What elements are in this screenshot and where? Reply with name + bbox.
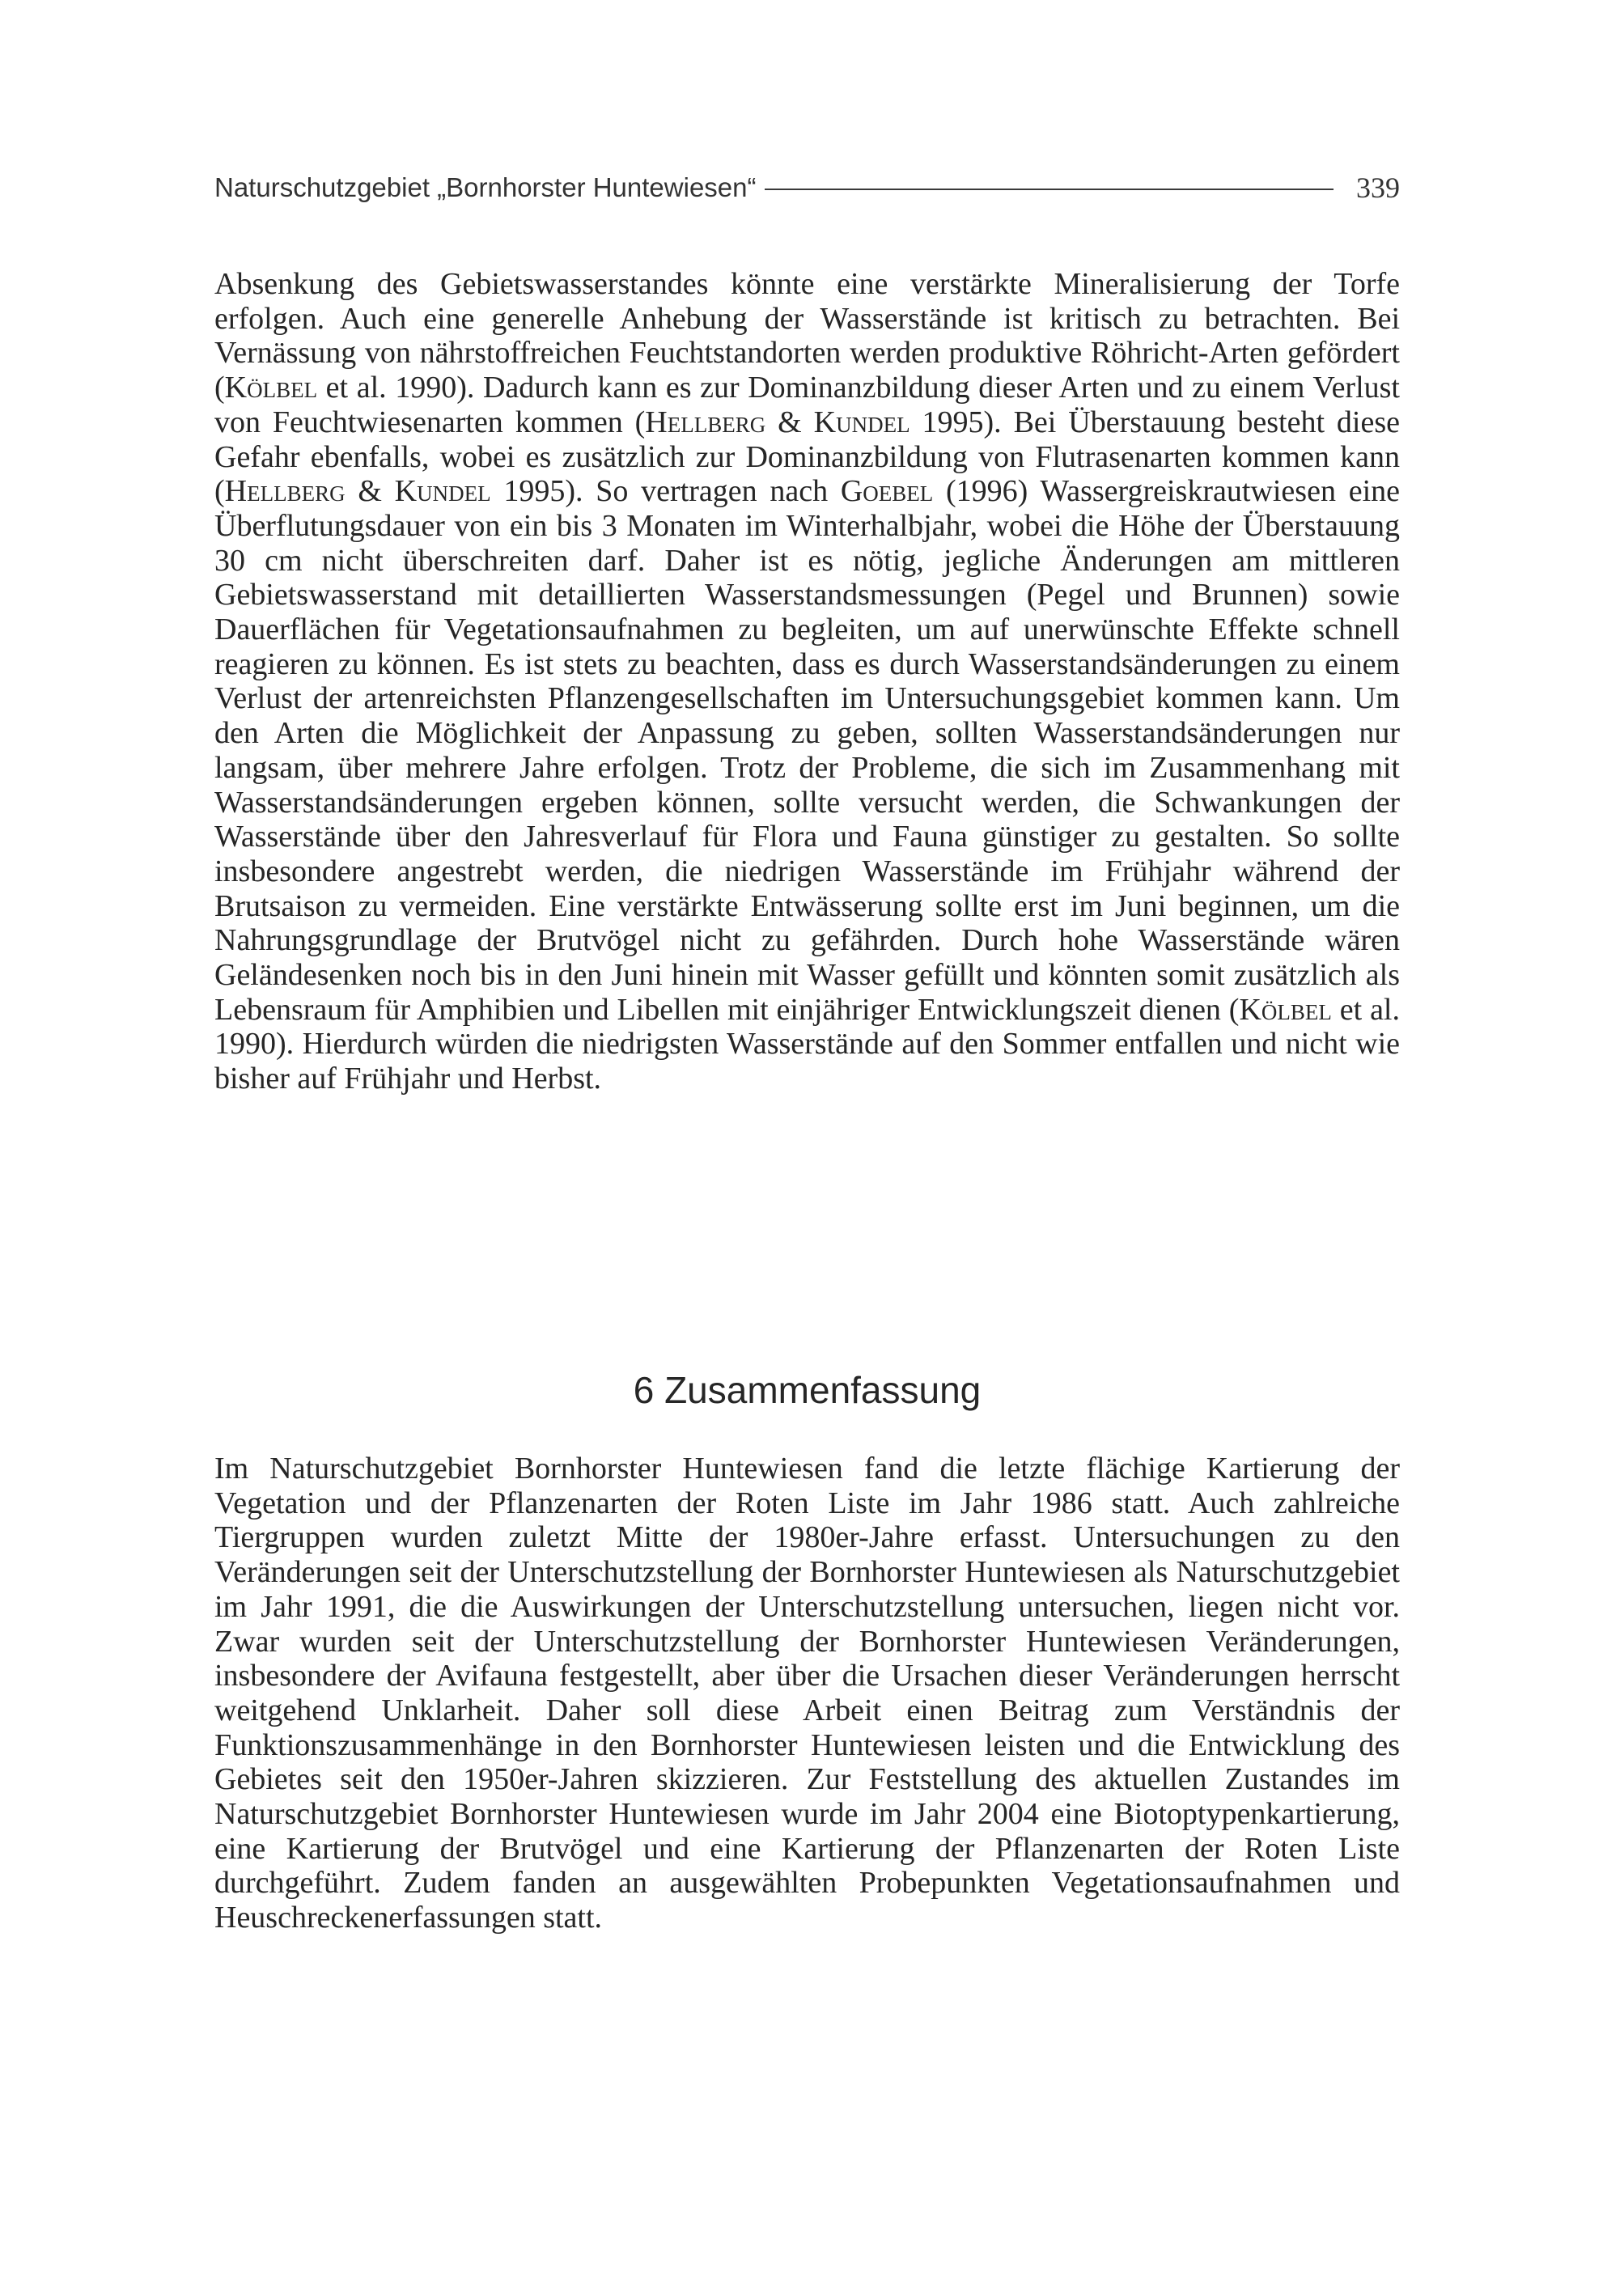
paragraph-summary <box>214 1452 1400 1935</box>
text-run: (1996) Wassergreiskrautwiesen eine Überflutungsdauer von ein bis 3 Monaten im Winterhalbjahr, wobei die Höhe der Überstauung 30 cm nicht überschreiten darf. Daher ist es nötig, jegliche Änderungen am mittleren Gebietswasserstand mit detaillierten Wasserstandsmessungen (Pegel und Brunnen) sowie Dauerflächen für Vegetationsaufnahmen zu begleiten, um auf unerwünschte Effekte schnell reagieren zu können. Es ist stets zu beachten, dass es durch Wasserstandsänderungen zu einem Verlust der artenreichsten Pflanzengesellschaften im Untersuchungsgebiet kommen kann. Um den Arten die Möglichkeit der Anpassung zu geben, sollten Wasserstandsänderungen nur langsam, über mehrere Jahre erfolgen. Trotz der Probleme, die sich im Zusammenhang mit Wasserstandsänderungen ergeben können, sollte versucht werden, die Schwankungen der Wasserstände über den Jahresverlauf für Flora und Fauna günstiger zu gestalten. So sollte insbesondere angestrebt werden, die niedrigen Wasserstände im Frühjahr während der Brutsaison zu vermeiden. Eine verstärkte Entwässerung sollte erst im Juni beginnen, um die Nahrungsgrundlage der Brutvögel nicht zu gefährden. Durch hohe Wasserstände wären Geländesenken noch bis in den Juni hinein mit Wasser gefüllt und könnten somit zusätzlich als Lebensraum für Amphibien und Libellen mit einjähriger Entwicklungszeit dienen ( <box>214 474 1400 1027</box>
paragraph-text <box>214 267 1400 1096</box>
author-name: Hellberg <box>224 474 346 509</box>
author-name: Kundel <box>813 405 910 439</box>
paragraph-text: Im Naturschutzgebiet Bornhorster Huntewiesen fand die letzte flächige Kartierung der Vegetation und der Pflanzenarten der Roten Liste im Jahr 1986 statt. Auch zahlreiche Tiergruppen wurden zuletzt Mitte der 1980er-Jahre erfasst. Untersuchungen zu den Veränderungen seit der Unterschutzstellung der Bornhorster Huntewiesen als Naturschutzgebiet im Jahr 1991, die die Auswirkungen der Unterschutzstellung untersuchen, liegen nicht vor. Zwar wurden seit der Unterschutzstellung der Bornhorster Huntewiesen Veränderungen, insbesondere der Avifauna festgestellt, aber über die Ursachen dieser Veränderungen herrscht weitgehend Unklarheit. Daher soll diese Arbeit einen Beitrag zum Verständnis der Funktionszusammenhänge in den Bornhorster Huntewiesen leisten und die Entwicklung des Gebietes seit den 1950er-Jahren skizzieren. Zur Feststellung des aktuellen Zustandes im Naturschutzgebiet Bornhorster Huntewiesen wurde im Jahr 2004 eine Biotoptypenkartierung, eine Kartierung der Brutvögel und eine Kartierung der Pflanzenarten der Roten Liste durchgeführt. Zudem fanden an ausgewählten Probepunkten Vegetationsaufnahmen und Heuschreckenerfassungen statt. <box>214 1452 1400 1935</box>
text-run: et al. 1990). Hierdurch würden die niedrigsten Wasserstände auf den Sommer entfallen und nicht wie bisher auf Frühjahr und Herbst. <box>214 992 1400 1096</box>
section-heading: 6 Zusammenfassung <box>633 1369 982 1411</box>
author-name: Kundel <box>394 474 491 509</box>
text-run: 1995). Bei Überstauung besteht diese Gefahr ebenfalls, wobei es zusätzlich zur Dominanzbildung von Flutrasenarten kommen kann ( <box>214 405 1400 509</box>
text-run: Absenkung des Gebietswasserstandes könnte eine verstärkte Mineralisierung der Torfe erfolgen. Auch eine generelle Anhebung der Wasserstände ist kritisch zu betrachten. Bei Vernässung von nährstoffreichen Feuchtstandorten werden produktive Röhricht-Arten gefördert ( <box>214 267 1400 405</box>
text-run: et al. 1990). Dadurch kann es zur Dominanzbildung dieser Arten und zu einem Verlust von Feuchtwiesenarten kommen ( <box>214 371 1400 439</box>
header-rule <box>765 189 1334 190</box>
author-name: Goebel <box>840 474 934 509</box>
text-run: 1995). So vertragen nach <box>490 474 841 509</box>
author-name: Kölbel <box>1239 992 1332 1027</box>
text-run: & <box>765 405 814 439</box>
author-name: Kölbel <box>224 371 318 405</box>
page-number: 339 <box>1356 172 1400 204</box>
text-run: & <box>345 474 395 509</box>
running-header <box>214 167 1400 209</box>
paragraph-water-levels <box>214 267 1400 1096</box>
author-name: Hellberg <box>645 405 766 439</box>
running-header-title: Naturschutzgebiet „Bornhorster Huntewiesen“ <box>214 172 757 202</box>
